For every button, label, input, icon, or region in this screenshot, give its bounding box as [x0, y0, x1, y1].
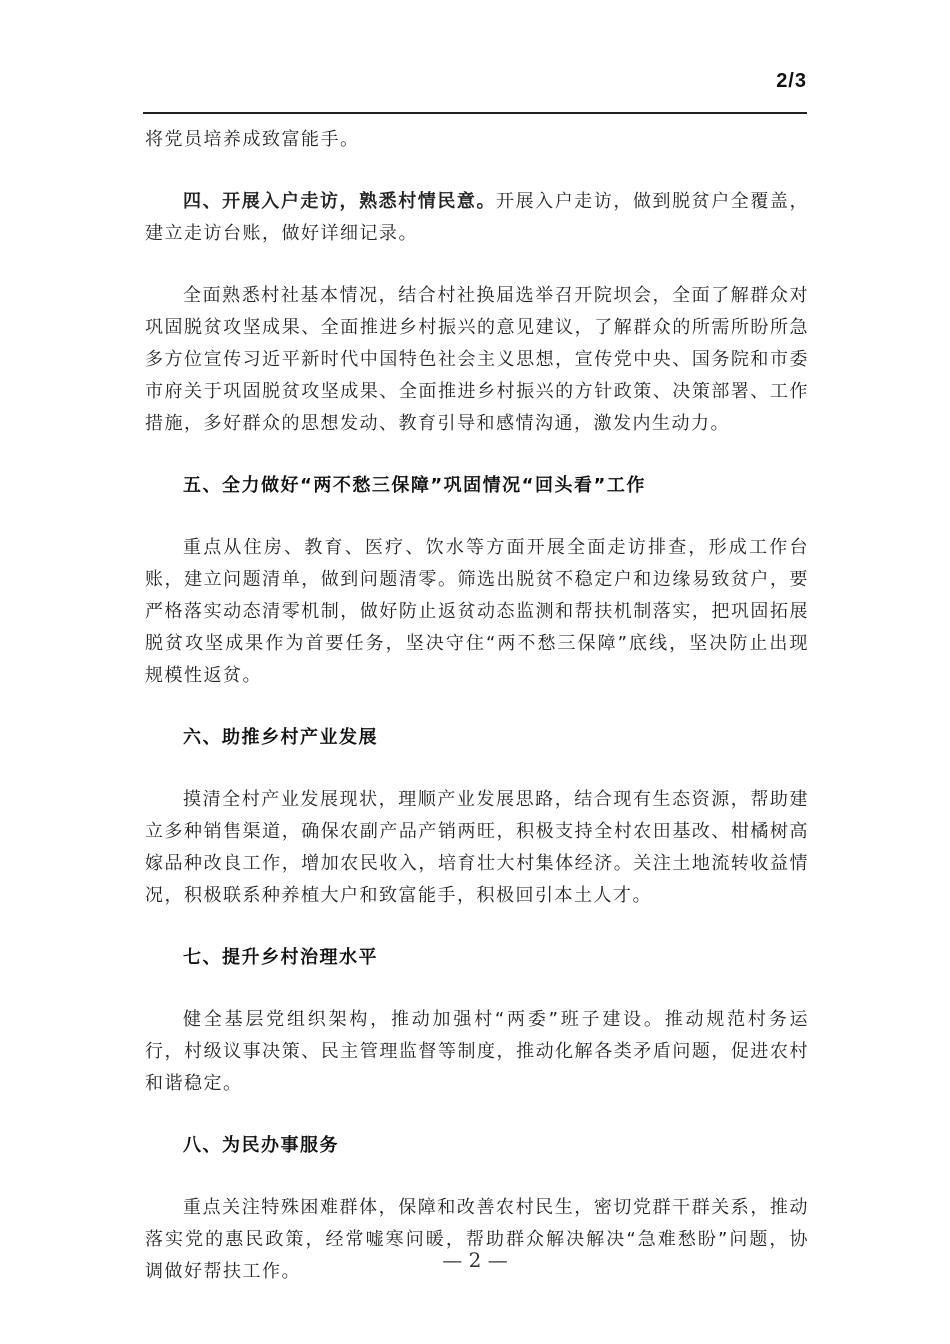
section-5-heading: 五、全力做好“两不愁三保障”巩固情况“回头看”工作 — [183, 475, 646, 496]
section-4 — [145, 186, 809, 250]
header-rule — [143, 112, 807, 114]
section-6-paragraph: 摸清全村产业发展现状，理顺产业发展思路，结合现有生态资源，帮助建立多种销售渠道，确保农副产品产销两旺，积极支持全村农田基改、柑橘树高嫁品种改良工作，增加农民收入，培育壮大村集体经济。关注土地流转收益情况，积极联系种养植大户和致富能手，积极回引本土人才。 — [145, 789, 809, 906]
section-4-paragraph: 全面熟悉村社基本情况，结合村社换届选举召开院坝会，全面了解群众对巩固脱贫攻坚成果、全面推进乡村振兴的意见建议，了解群众的所需所盼所急多方位宣传习近平新时代中国特色社会主义思想，宣传党中央、国务院和市委市府关于巩固脱贫攻坚成果、全面推进乡村振兴的方针政策、决策部署、工作措施，多好群众的思想发动、教育引导和感情沟通，激发内生动力。 — [145, 285, 809, 434]
document-body — [145, 124, 809, 1288]
section-7-heading: 七、提升乡村治理水平 — [183, 947, 378, 968]
section-4-heading: 四、开展入户走访，熟悉村情民意。 — [183, 191, 497, 212]
section-7-paragraph: 健全基层党组织架构，推动加强村“两委”班子建设。推动规范村务运行，村级议事决策、民主管理监督等制度，推动化解各类矛盾问题，促进农村和谐稳定。 — [145, 1009, 809, 1094]
continuation-text: 将党员培养成致富能手。 — [145, 129, 360, 150]
page-counter: 2/3 — [776, 70, 807, 92]
page-number: — 2 — — [442, 1248, 508, 1272]
section-6-heading: 六、助推乡村产业发展 — [183, 727, 378, 748]
section-4-inline-text: 开展入户走访，做到脱贫户全覆盖，建立走访台账，做好详细记录。 — [145, 191, 809, 244]
section-8-paragraph: 重点关注特殊困难群体，保障和改善农村民生，密切党群干群关系，推动落实党的惠民政策，经常嘘寒问暖，帮助群众解决解决“急难愁盼”问题，协调做好帮扶工作。 — [145, 1197, 809, 1282]
section-8-heading: 八、为民办事服务 — [183, 1135, 339, 1156]
section-5-paragraph: 重点从住房、教育、医疗、饮水等方面开展全面走访排查，形成工作台账，建立问题清单，做到问题清零。筛选出脱贫不稳定户和边缘易致贫户，要严格落实动态清零机制，做好防止返贫动态监测和帮扶机制落实，把巩固拓展脱贫攻坚成果作为首要任务，坚决守住“两不愁三保障”底线，坚决防止出现规模性返贫。 — [145, 537, 809, 686]
